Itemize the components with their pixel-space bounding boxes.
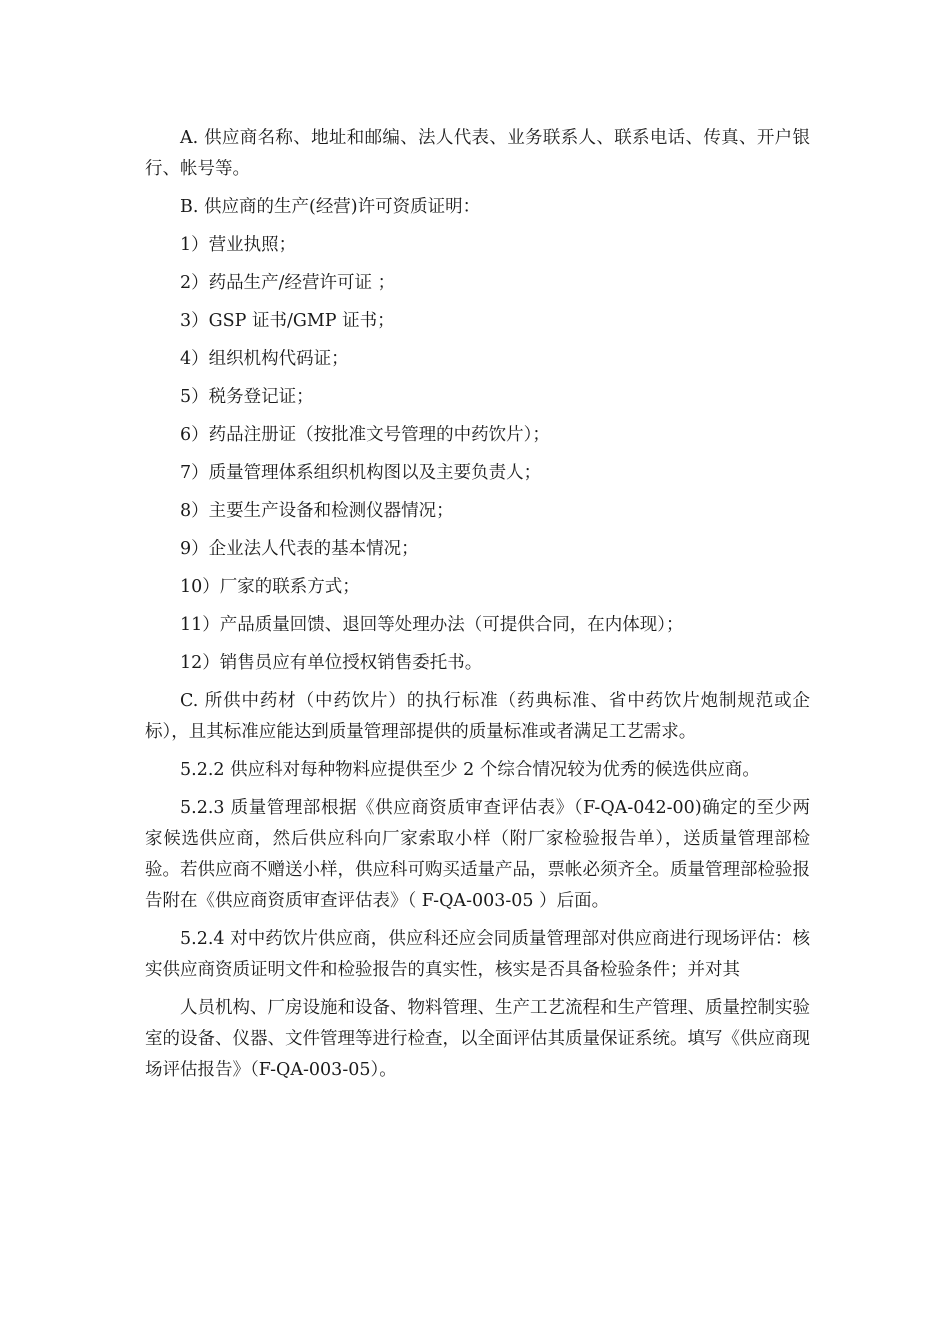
list-item: 1）营业执照；: [180, 235, 297, 255]
list-item: 11）产品质量回馈、退回等处理办法（可提供合同，在内体现）；: [180, 615, 684, 635]
document-body: [145, 123, 810, 1093]
paragraph-c: C. 所供中药材（中药饮片）的执行标准（药典标准、省中药饮片炮制规范或企标），且其标准应能达到质量管理部提供的质量标准或者满足工艺需求。: [145, 691, 810, 742]
list-item: 9）企业法人代表的基本情况；: [180, 539, 419, 559]
section-5-2-3: 5.2.3 质量管理部根据《供应商资质审查评估表》（F-QA-042-00)确定的至少两家候选供应商，然后供应科向厂家索取小样（附厂家检验报告单），送质量管理部检验。若供应商不赠送小样，供应科可购买适量产品，票帐必须齐全。质量管理部检验报告附在《供应商资质审查评估表》（ F-QA-003-05 ）后面。: [145, 798, 810, 911]
list-item: 8）主要生产设备和检测仪器情况；: [180, 501, 454, 521]
paragraph-b: B. 供应商的生产(经营)许可资质证明：: [180, 197, 481, 217]
list-item: 3）GSP 证书/GMP 证书；: [180, 311, 395, 331]
list-item: 12）销售员应有单位授权销售委托书。: [180, 653, 483, 673]
section-5-2-2: 5.2.2 供应科对每种物料应提供至少 2 个综合情况较为优秀的候选供应商。: [180, 760, 760, 780]
list-item: 4）组织机构代码证；: [180, 349, 349, 369]
license-list: [145, 230, 810, 679]
list-item: 6）药品注册证（按批准文号管理的中药饮片）；: [180, 425, 550, 445]
list-item: 2）药品生产/经营许可证 ；: [180, 273, 396, 293]
section-5-2-4-continued: 人员机构、厂房设施和设备、物料管理、生产工艺流程和生产管理、质量控制实验室的设备、仪器、文件管理等进行检查，以全面评估其质量保证系统。填写《供应商现场评估报告》（F-QA-003-05）。: [145, 998, 810, 1080]
list-item: 10）厂家的联系方式；: [180, 577, 360, 597]
section-5-2-4: 5.2.4 对中药饮片供应商，供应科还应会同质量管理部对供应商进行现场评估：核实供应商资质证明文件和检验报告的真实性，核实是否具备检验条件；并对其: [145, 929, 810, 980]
paragraph-a: A. 供应商名称、地址和邮编、法人代表、业务联系人、联系电话、传真、开户银行、帐号等。: [145, 128, 810, 179]
list-item: 7）质量管理体系组织机构图以及主要负责人；: [180, 463, 542, 483]
list-item: 5）税务登记证；: [180, 387, 314, 407]
